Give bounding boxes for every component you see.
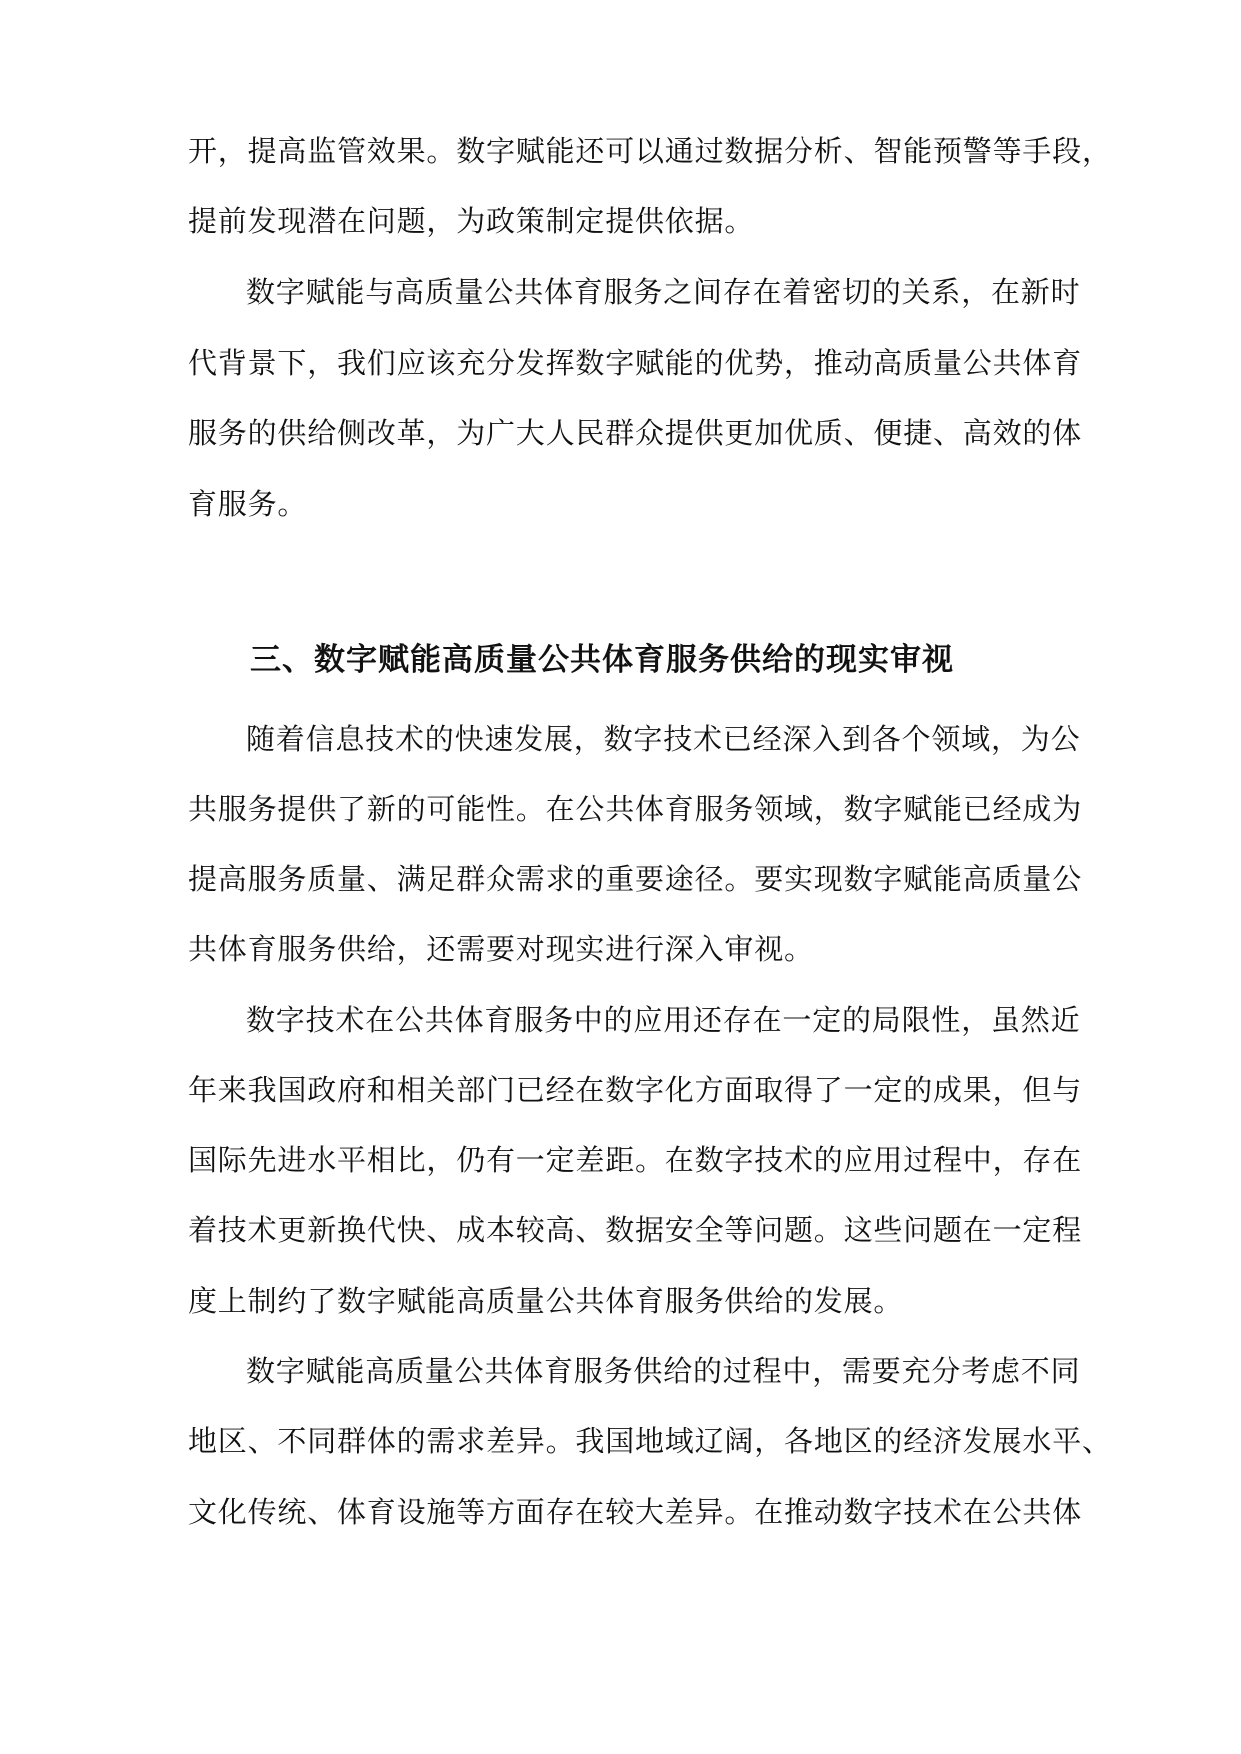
paragraph-line: 国际先进水平相比，仍有一定差距。在数字技术的应用过程中，存在 [188, 1143, 1083, 1177]
paragraph-line: 代背景下，我们应该充分发挥数字赋能的优势，推动高质量公共体育 [188, 346, 1083, 380]
paragraph-line: 度上制约了数字赋能高质量公共体育服务供给的发展。 [188, 1284, 904, 1318]
paragraph-line: 提高服务质量、满足群众需求的重要途径。要实现数字赋能高质量公 [188, 862, 1083, 896]
paragraph-line: 服务的供给侧改革，为广大人民群众提供更加优质、便捷、高效的体 [188, 416, 1083, 450]
paragraph-line: 育服务。 [188, 487, 308, 521]
paragraph-line: 提前发现潜在问题，为政策制定提供依据。 [188, 204, 755, 238]
paragraph-line: 着技术更新换代快、成本较高、数据安全等问题。这些问题在一定程 [188, 1213, 1083, 1247]
paragraph-line: 随着信息技术的快速发展，数字技术已经深入到各个领域，为公 [246, 722, 1081, 756]
paragraph-line: 共体育服务供给，还需要对现实进行深入审视。 [188, 932, 814, 966]
paragraph-line: 年来我国政府和相关部门已经在数字化方面取得了一定的成果，但与 [188, 1073, 1083, 1107]
paragraph-line: 数字赋能高质量公共体育服务供给的过程中，需要充分考虑不同 [246, 1354, 1081, 1388]
paragraph-line: 共服务提供了新的可能性。在公共体育服务领域，数字赋能已经成为 [188, 792, 1083, 826]
paragraph-line: 地区、不同群体的需求差异。我国地域辽阔，各地区的经济发展水平、 [188, 1424, 1112, 1458]
paragraph-line: 文化传统、体育设施等方面存在较大差异。在推动数字技术在公共体 [188, 1495, 1083, 1529]
paragraph-line: 数字技术在公共体育服务中的应用还存在一定的局限性，虽然近 [246, 1003, 1081, 1037]
paragraph-line: 开，提高监管效果。数字赋能还可以通过数据分析、智能预警等手段， [188, 134, 1112, 168]
section-heading: 三、数字赋能高质量公共体育服务供给的现实审视 [250, 642, 954, 678]
paragraph-line: 数字赋能与高质量公共体育服务之间存在着密切的关系，在新时 [246, 275, 1081, 309]
